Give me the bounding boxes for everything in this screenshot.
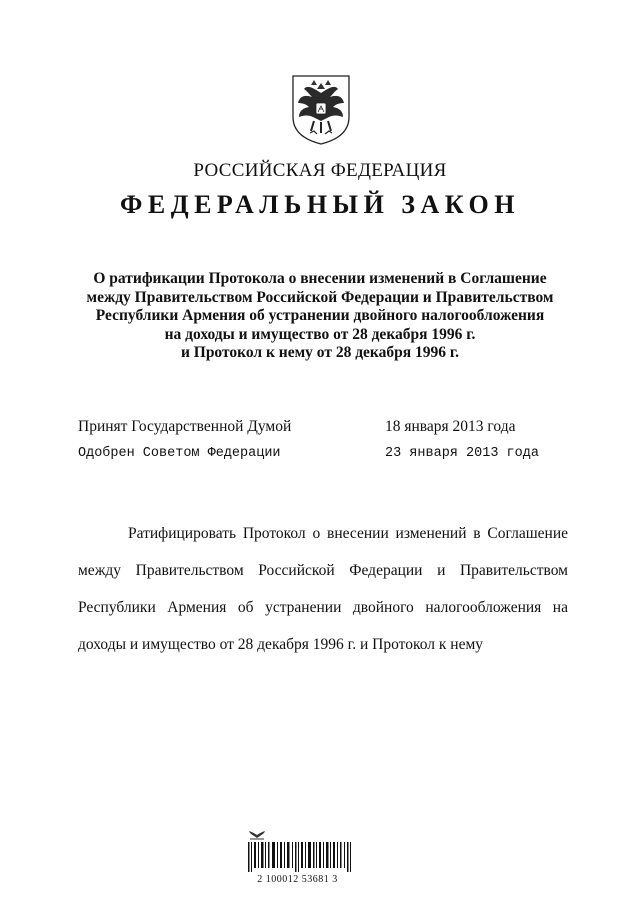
country-name: РОССИЙСКАЯ ФЕДЕРАЦИЯ [193, 160, 447, 181]
coat-of-arms-icon [290, 73, 352, 147]
law-title-line: Республики Армения об устранении двойного налогообложения [95, 307, 545, 324]
council-approval-label: Одобрен Советом Федерации [78, 446, 281, 461]
law-title-line: на доходы и имущество от 28 декабря 1996 г. [164, 325, 476, 343]
law-title-line: между Правительством Российской Федерации и Правительством [86, 288, 554, 306]
barcode [230, 828, 365, 890]
law-title [60, 270, 580, 363]
council-approval-date: 23 января 2013 года [385, 446, 539, 461]
law-body-text: Ратифицировать Протокол о внесении изменений в Соглашение между Правительством Российской Федерации и Правительством Республики Армения об устранении двойного налогообложения на доходы и имущество от 28 декабря 1996 г. и Протокол к нему [78, 525, 568, 653]
document-type-heading: ФЕДЕРАЛЬНЫЙ ЗАКОН [120, 190, 520, 219]
law-title-line: О ратификации Протокола о внесении изменений в Соглашение [93, 270, 547, 287]
barcode-bars [248, 842, 352, 872]
law-body-paragraph [78, 515, 568, 663]
duma-adoption-date: 18 января 2013 года [385, 418, 516, 435]
eagle-mark-icon [248, 828, 266, 840]
barcode-number: 2 100012 53681 3 [257, 874, 338, 885]
law-title-line: и Протокол к нему от 28 декабря 1996 г. [180, 344, 460, 361]
duma-adoption-label: Принят Государственной Думой [78, 418, 292, 435]
